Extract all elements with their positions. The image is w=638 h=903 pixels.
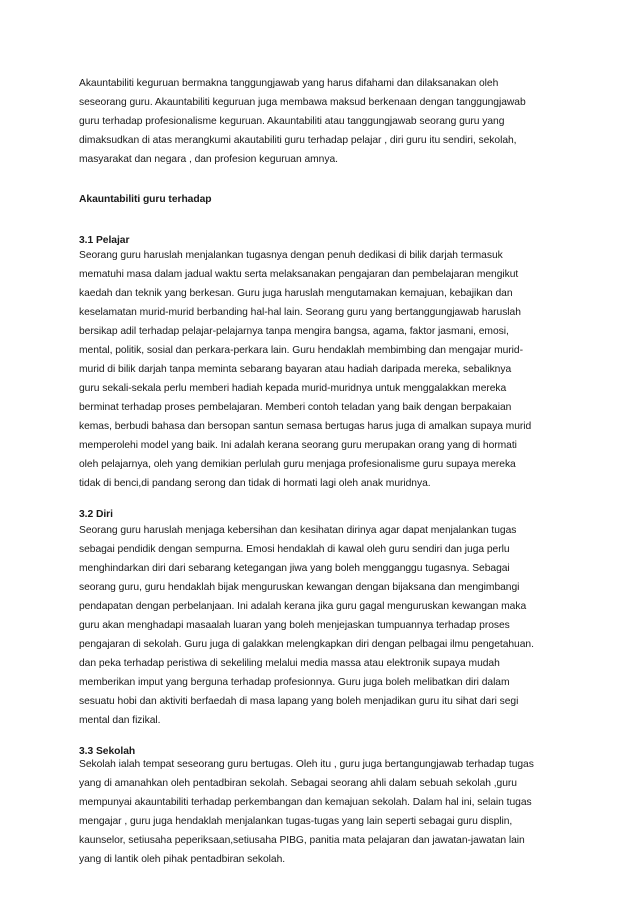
diri-line: memberikan imput yang berguna terhadap profesionnya. Guru juga boleh melibatkan diri dalam <box>79 677 510 688</box>
heading-pelajar: 3.1 Pelajar <box>79 235 130 246</box>
diri-line: seorang guru, guru hendaklah bijak menguruskan kewangan dengan bijaksana dan mengimbangi <box>79 582 520 593</box>
intro-line: dimaksudkan di atas merangkumi akautabiliti guru terhadap pelajar , diri guru itu sendiri, sekolah, <box>79 135 517 146</box>
heading-sekolah: 3.3 Sekolah <box>79 746 136 757</box>
pelajar-line: mematuhi masa dalam jadual waktu serta melaksanakan pengajaran dan pembelajaran mengikut <box>79 269 519 280</box>
intro-line: Akauntabiliti keguruan bermakna tanggungjawab yang harus difahami dan dilaksanakan oleh <box>79 78 499 89</box>
diri-line: guru akan menghadapi masaalah luaran yang boleh menjejaskan tumpuannya terhadap proses <box>79 620 510 631</box>
diri-line: pendapatan dengan perbelanjaan. Ini adalah kerana jika guru gagal menguruskan kewangan maka <box>79 601 527 612</box>
pelajar-line: keselamatan murid-murid berbanding hal-hal lain. Seorang guru yang bertanggungjawab haruslah <box>79 307 521 318</box>
sekolah-line: mempunyai akauntabiliti terhadap perkembangan dan kemajuan sekolah. Dalam hal ini, selain tugas <box>79 797 532 808</box>
intro-line: masyarakat dan negara , dan profesion keguruan amnya. <box>79 154 338 165</box>
pelajar-line: bersikap adil terhadap pelajar-pelajarnya tanpa mengira bangsa, agama, faktor jasmani, emosi, <box>79 326 509 337</box>
sekolah-line: Sekolah ialah tempat seseorang guru bertugas. Oleh itu , guru juga bertangungjawab terhadap tugas <box>79 759 534 770</box>
diri-line: sebagai pendidik dengan sempurna. Emosi hendaklah di kawal oleh guru sendiri dan juga perlu <box>79 544 510 555</box>
pelajar-line: mental, politik, sosial dan perkara-perkara lain. Guru hendaklah membimbing dan mengajar murid- <box>79 345 523 356</box>
pelajar-line: murid di bilik darjah tanpa meminta sebarang bayaran atau hadiah daripada mereka, sebaliknya <box>79 364 512 375</box>
diri-line: pengajaran di sekolah. Guru juga di galakkan melengkapkan diri dengan pelbagai ilmu pengetahuan. <box>79 639 534 650</box>
intro-line: seseorang guru. Akauntabiliti keguruan juga membawa maksud berkenaan dengan tanggungjawab <box>79 97 526 108</box>
pelajar-line: guru sekali-sekala perlu memberi hadiah kepada murid-muridnya untuk menggalakkan mereka <box>79 383 507 394</box>
pelajar-line: oleh pelajarnya, oleh yang demikian perlulah guru menjaga profesionalisme guru supaya mereka <box>79 459 516 470</box>
pelajar-line: Seorang guru haruslah menjalankan tugasnya dengan penuh dedikasi di bilik darjah termasuk <box>79 250 503 261</box>
diri-line: sesuatu hobi dan aktiviti berfaedah di masa lapang yang boleh menjadikan guru itu sihat dari segi <box>79 696 519 707</box>
section-main-heading: Akauntabiliti guru terhadap <box>79 194 212 205</box>
pelajar-line: kemas, berbudi bahasa dan bersopan santun semasa bertugas harus juga di amalkan supaya murid <box>79 421 532 432</box>
pelajar-line: tidak di benci,di pandang serong dan tidak di hormati lagi oleh anak muridnya. <box>79 478 431 489</box>
pelajar-line: berminat terhadap proses pembelajaran. Memberi contoh teladan yang baik dengan berpakaian <box>79 402 512 413</box>
sekolah-line: yang di lantik oleh pihak pentadbiran sekolah. <box>79 854 286 865</box>
diri-line: menghindarkan diri dari sebarang ketegangan jiwa yang boleh mengganggu tugasnya. Sebagai <box>79 563 510 574</box>
sekolah-line: kaunselor, setiusaha peperiksaan,setiusaha PIBG, panitia mata pelajaran dan jawatan-jawatan lain <box>79 835 525 846</box>
diri-line: mental dan fizikal. <box>79 715 161 726</box>
diri-line: Seorang guru haruslah menjaga kebersihan dan kesihatan dirinya agar dapat menjalankan tugas <box>79 525 517 536</box>
intro-line: guru terhadap profesionalisme keguruan. Akauntabiliti atau tanggungjawab seorang guru yang <box>79 116 505 127</box>
pelajar-line: memperolehi model yang baik. Ini adalah kerana seorang guru merupakan orang yang di hormati <box>79 440 517 451</box>
sekolah-line: mengajar , guru juga hendaklah menjalankan tugas-tugas yang lain seperti sebagai guru displin, <box>79 816 513 827</box>
diri-line: dan peka terhadap peristiwa di sekeliling melalui media massa atau elektronik supaya mudah <box>79 658 500 669</box>
pelajar-line: kaedah dan teknik yang berkesan. Guru juga haruslah mengutamakan kemajuan, kebajikan dan <box>79 288 513 299</box>
heading-diri: 3.2 Diri <box>79 509 113 520</box>
sekolah-line: yang di amanahkan oleh pentadbiran sekolah. Sebagai seorang ahli dalam sebuah sekolah ,guru <box>79 778 517 789</box>
